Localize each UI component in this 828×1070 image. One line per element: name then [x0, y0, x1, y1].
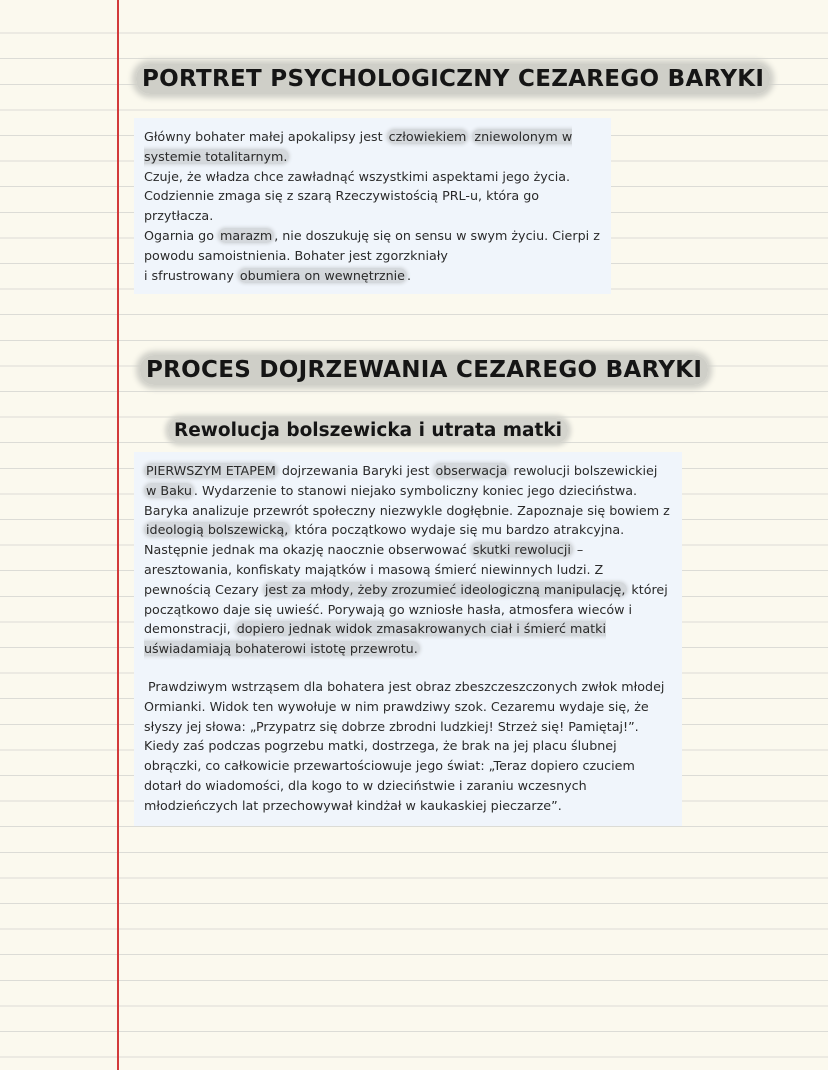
- highlight: jest za młody, żeby zrozumieć ideologiczną manipulację,: [264, 581, 626, 597]
- red-margin-line: [117, 0, 119, 1070]
- note-paragraph: Prawdziwym wstrząsem dla bohatera jest obraz zbeszczeszczonych zwłok młodej Ormianki. Widok ten wywołuje w nim prawdziwy szok. Cezaremu wydaje się, że słyszy jej słowa: „Przypatrz się dobrze zbrodni ludzkiej! Strzeż się! Pamiętaj!”. Kiedy zaś podczas pogrzebu matki, dostrzega, że brak na jej placu ślubnej obrączki, co całkowicie przewartościowuje jego świat: „Teraz dopiero czuciem dotarł do wiadomości, dla kogo to w dzieciństwie i zaraniu wczesnych młodzieńczych lat przechowywał kindżał w kaukaskiej pieczarze”.: [144, 678, 665, 813]
- highlight: PIERWSZYM ETAPEM: [146, 463, 276, 478]
- highlight: ideologią bolszewicką,: [146, 522, 289, 538]
- highlight: zniewolonym w systemie totalitarnym.: [144, 129, 573, 164]
- highlight: człowiekiem: [388, 129, 467, 144]
- highlight: skutki rewolucji: [472, 542, 571, 558]
- note-paragraph: Główny bohater małej apokalipsy jest człowiekiem zniewolonym w systemie totalitarnym.: [144, 129, 573, 164]
- highlight: w Baku: [146, 482, 192, 498]
- subsection-title: Rewolucja bolszewicka i utrata matki: [168, 420, 568, 441]
- note-paragraph: Ogarnia go marazm , nie doszukuję się on sensu w swym życiu. Cierpi z powodu samoistnienia. Bohater jest zgorzkniały: [144, 227, 600, 263]
- highlight: marazm: [220, 227, 273, 243]
- section-title-portret: PORTRET PSYCHOLOGICZNY CEZAREGO BARYKI: [136, 66, 770, 92]
- note-card-proces: [134, 452, 682, 826]
- highlight: obserwacja: [435, 463, 508, 478]
- paragraph-gap: [144, 659, 672, 677]
- note-paragraph: Codziennie zmaga się z szarą Rzeczywistością PRL-u, która go przytłacza.: [144, 188, 540, 224]
- note-paragraph: i sfrustrowany obumiera on wewnętrznie .: [144, 267, 412, 283]
- highlight: dopiero jednak widok zmasakrowanych ciał i śmierć matki uświadamiają bohaterowi istotę przewrotu.: [144, 621, 606, 657]
- highlight: obumiera on wewnętrznie: [239, 267, 405, 283]
- note-paragraph: PIERWSZYM ETAPEM dojrzewania Baryki jest obserwacja rewolucji bolszewickiej w Baku . Wydarzenie to stanowi niejako symboliczny koniec jego dzieciństwa. Baryka analizuje przewrót społeczny niezwykle dogłębnie. Zapoznaje się bowiem z ideologią bolszewicką, która początkowo wydaje się mu bardzo atrakcyjna. Następnie jednak ma okazję naocznie obserwować skutki rewolucji – aresztowania, konfiskaty majątków i masową śmierć niewinnych ludzi. Z pewnością Cezary jest za młody, żeby zrozumieć ideologiczną manipulację, której początkowo daje się uwieść. Porywają go wzniosłe hasła, atmosfera wieców i demonstracji, dopiero jednak widok zmasakrowanych ciał i śmierć matki uświadamiają bohaterowi istotę przewrotu.: [144, 463, 670, 657]
- note-card-portret: [134, 118, 611, 294]
- note-paragraph: Czuje, że władza chce zawładnąć wszystkimi aspektami jego życia.: [144, 168, 571, 184]
- section-title-proces: PROCES DOJRZEWANIA CEZAREGO BARYKI: [140, 357, 708, 383]
